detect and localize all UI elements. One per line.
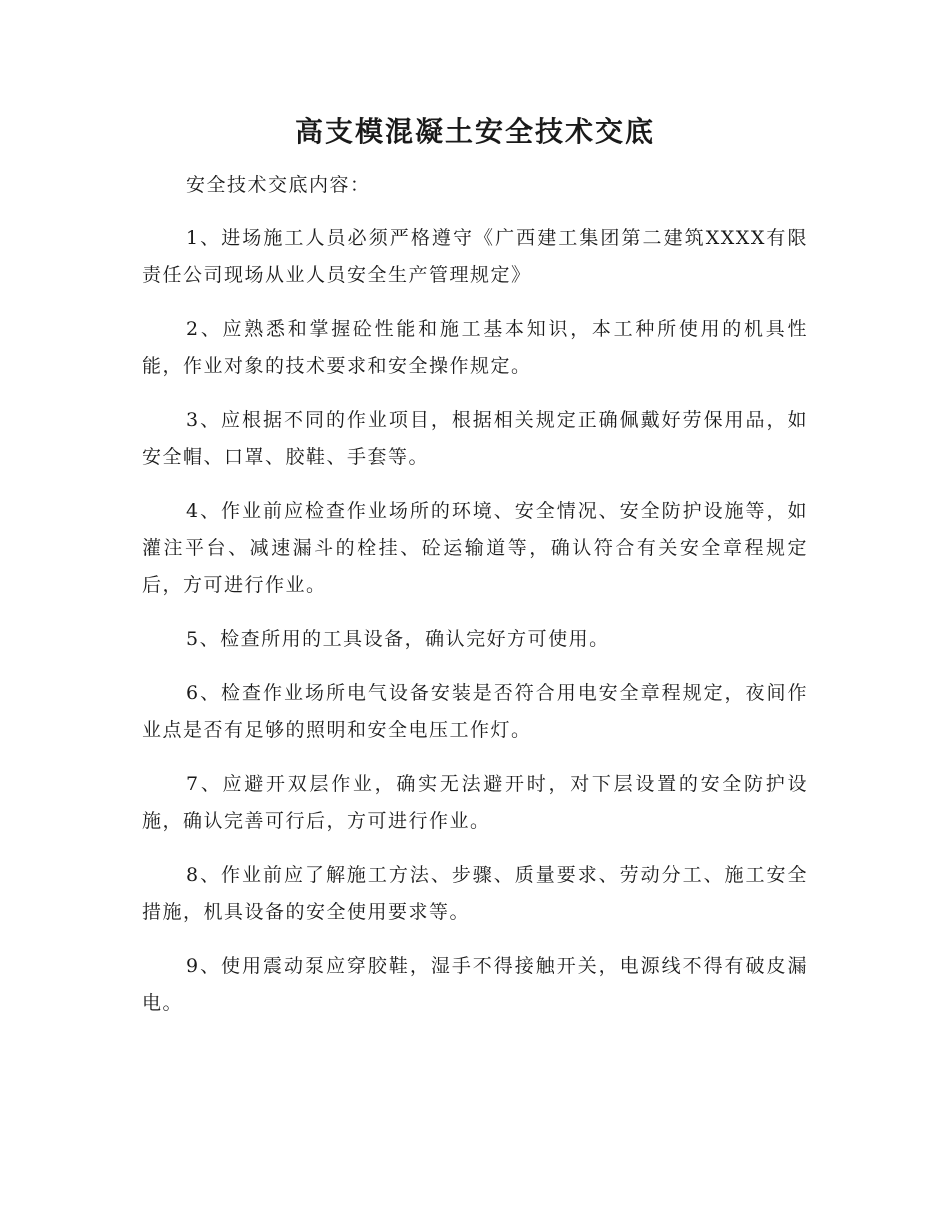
safety-item: 7、应避开双层作业，确实无法避开时，对下层设置的安全防护设施，确认完善可行后，方可进行作业。 [142, 773, 808, 832]
intro-heading: 安全技术交底内容： [186, 174, 371, 196]
safety-item: 1、进场施工人员必须严格遵守《广西建工集团第二建筑XXXX有限责任公司现场从业人员安全生产管理规定》 [142, 227, 808, 286]
safety-item: 3、应根据不同的作业项目，根据相关规定正确佩戴好劳保用品，如安全帽、口罩、胶鞋、手套等。 [142, 409, 808, 468]
safety-item: 2、应熟悉和掌握砼性能和施工基本知识，本工种所使用的机具性能，作业对象的技术要求和安全操作规定。 [142, 318, 808, 377]
document-body [142, 167, 808, 1022]
safety-item: 9、使用震动泵应穿胶鞋，湿手不得接触开关，电源线不得有破皮漏电。 [142, 955, 808, 1014]
document-title: 高支模混凝土安全技术交底 [294, 115, 655, 148]
safety-item: 5、检查所用的工具设备，确认完好方可使用。 [186, 628, 610, 650]
safety-items-list [142, 220, 808, 1022]
safety-item: 6、检查作业场所电气设备安装是否符合用电安全章程规定，夜间作业点是否有足够的照明和安全电压工作灯。 [142, 682, 808, 741]
safety-item: 4、作业前应检查作业场所的环境、安全情况、安全防护设施等，如灌注平台、减速漏斗的栓挂、砼运输道等，确认符合有关安全章程规定后，方可进行作业。 [142, 500, 808, 596]
safety-item: 8、作业前应了解施工方法、步骤、质量要求、劳动分工、施工安全措施，机具设备的安全使用要求等。 [142, 864, 808, 923]
